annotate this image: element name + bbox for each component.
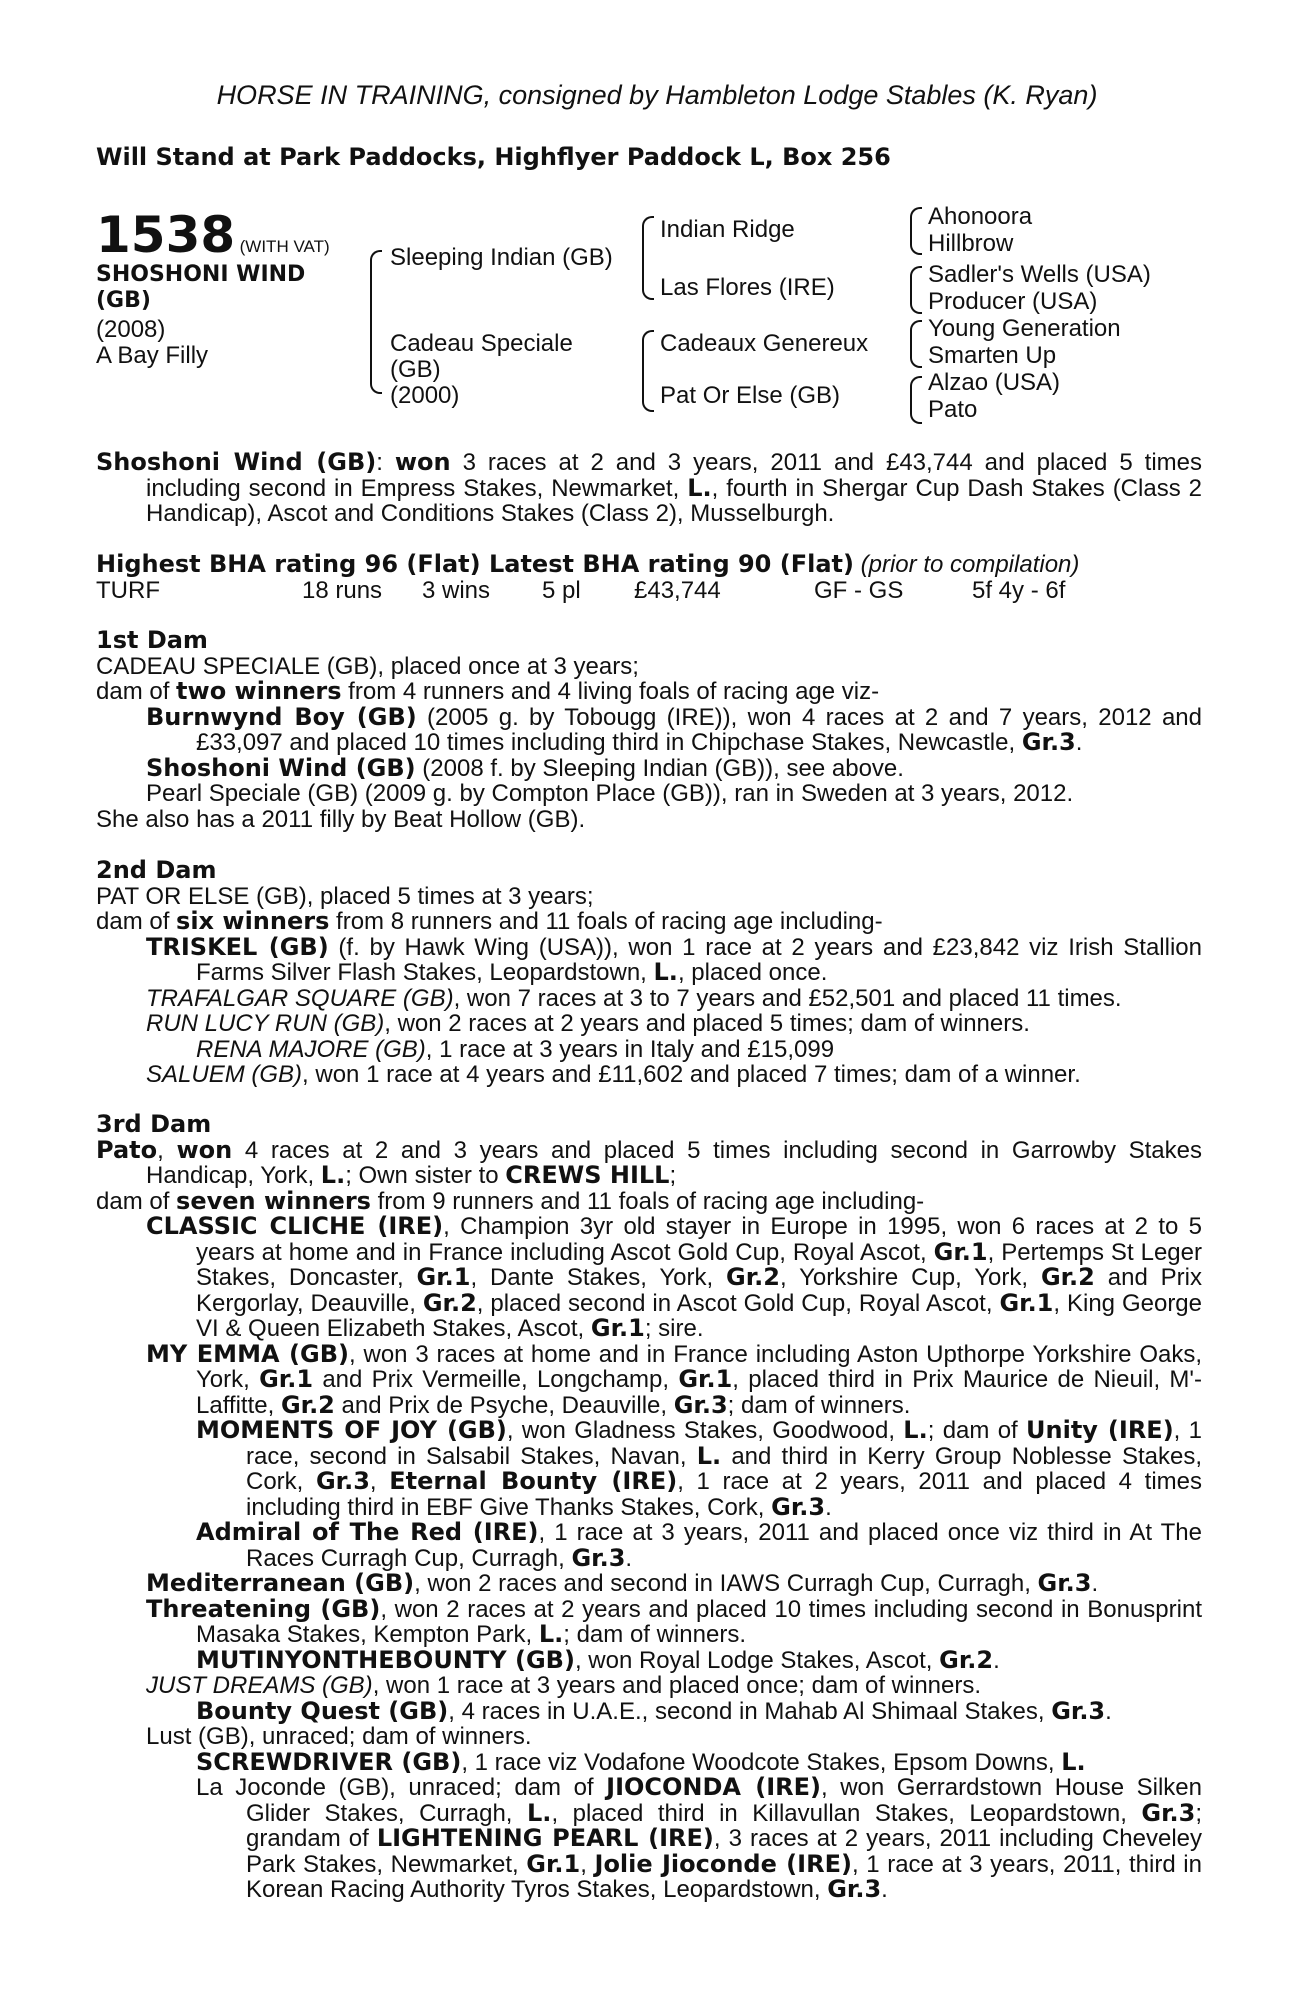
pedigree-dam-year: (2000) [390,382,460,409]
third-dam-intro: Pato, won 4 races at 2 and 3 years and placed 5 times including second in Garrowby Stakes Handicap, York, L.; Own sister to CREWS HILL; [96,1135,1202,1189]
rating-line [96,552,1202,578]
vat-note: (WITH VAT) [239,237,330,256]
summary-block [96,450,1202,527]
third-dam-entry: La Joconde (GB), unraced; dam of JIOCONDA (IRE), won Gerrardstown House Silken Glider Stakes, Curragh, L., placed third in Killavullan Stakes, Leopardstown, Gr.3; grandam of LIGHTENING PEARL (IRE), 3 races at 2 years, 2011 including Cheveley Park Stakes, Newmarket, Gr.1, Jolie Jioconde (IRE), 1 race at 3 years, 2011, third in Korean Racing Authority Tyros Stakes, Leopardstown, Gr.3. [196,1773,1203,1903]
third-dam-heading: 3rd Dam [96,1110,212,1138]
rating-stats-row [96,578,1202,604]
pedigree-dd-sire: Alzao (USA) [928,369,1061,396]
second-dam-entry: SALUEM (GB), won 1 race at 4 years and £11,602 and placed 7 times; dam of a winner. [146,1061,1081,1088]
third-dam-entry: Bounty Quest (GB), 4 races in U.A.E., second in Mahab Al Shimaal Stakes, Gr.3. [196,1696,1112,1725]
pedigree-brace-sire [642,216,654,300]
pedigree-brace-dam [642,330,654,412]
pedigree-dam: Cadeau Speciale [390,330,573,357]
first-dam-entry: Burnwynd Boy (GB) (2005 g. by Tobougg (IRE)), won 4 races at 2 and 7 years, 2012 and £33,097 and placed 10 times including third in Chipchase Stakes, Newcastle, Gr.3. [146,702,1202,756]
second-dam-section [96,858,1202,1088]
summary-horse-name: Shoshoni Wind (GB) [96,448,377,476]
second-dam-entry: TRAFALGAR SQUARE (GB), won 7 races at 3 to 7 years and £52,501 and placed 11 times. [146,984,1122,1012]
third-dam-entry: Lust (GB), unraced; dam of winners. [146,1723,532,1750]
second-dam-entry: RENA MAJORE (GB), 1 race at 3 years in Italy and £15,099 [196,1035,835,1063]
pedigree-sd-sire: Sadler's Wells (USA) [928,261,1151,288]
rating-note: (prior to compilation) [860,551,1080,578]
lot-number-line [96,206,330,264]
rating-block [96,552,1202,604]
pedigree-sire-dam: Las Flores (IRE) [660,274,835,301]
second-dam-line2: dam of six winners from 8 runners and 11 foals of racing age including- [96,907,883,935]
horse-description: A Bay Filly [96,342,209,369]
third-dam-entry: Threatening (GB), won 2 races at 2 years and placed 10 times including second in Bonusprint Masaka Stakes, Kempton Park, L.; dam of winners. [146,1594,1202,1648]
pedigree-brace-ss [910,207,922,255]
first-dam-last: She also has a 2011 filly by Beat Hollow (GB). [96,805,586,833]
third-dam-entry: Admiral of The Red (IRE), 1 race at 3 years, 2011 and placed once viz third in At The Races Curragh Cup, Curragh, Gr.3. [196,1518,1202,1572]
pedigree-brace-dd [910,376,922,424]
pedigree-dam-dam: Pat Or Else (GB) [660,382,841,409]
second-dam-heading: 2nd Dam [96,856,217,884]
pedigree-sire-sire: Indian Ridge [660,216,795,243]
pedigree-dam-sire: Cadeaux Genereux [660,330,869,357]
pedigree-brace-ds [910,320,922,368]
pedigree-ds-dam: Smarten Up [928,342,1057,369]
third-dam-entry: MUTINYONTHEBOUNTY (GB), won Royal Lodge Stakes, Ascot, Gr.2. [196,1645,1000,1674]
third-dam-produce-line: dam of seven winners from 9 runners and 11 foals of racing age including- [96,1186,925,1215]
rating-wins: 3 wins [422,576,491,604]
horse-name: SHOSHONI WIND [96,262,306,287]
pedigree-ds-sire: Young Generation [928,315,1121,342]
rating-runs: 18 runs [302,576,383,604]
third-dam-entry: MOMENTS OF JOY (GB), won Gladness Stakes, Goodwood, L.; dam of Unity (IRE), 1 race, second in Salsabil Stakes, Navan, L. and third in Kerry Group Noblesse Stakes, Cork, Gr.3, Eternal Bounty (IRE), 1 race at 2 years, 2011 and placed 4 times including third in EBF Give Thanks Stakes, Cork, Gr.3. [196,1416,1203,1521]
first-dam-line2: dam of two winners from 4 runners and 4 living foals of racing age viz- [96,677,880,705]
pedigree-brace-sd [910,266,922,314]
first-dam-entry: Pearl Speciale (GB) (2009 g. by Compton Place (GB)), ran in Sweden at 3 years, 2012. [146,780,1074,807]
horse-origin: (GB) [96,288,151,313]
third-dam-entry: MY EMMA (GB), won 3 races at home and in France including Aston Upthorpe Yorkshire Oaks, York, Gr.1 and Prix Vermeille, Longchamp, Gr.1, placed third in Prix Maurice de Nieuil, M'-Laffitte, Gr.2 and Prix de Psyche, Deauville, Gr.3; dam of winners. [146,1339,1203,1419]
third-dam-entry: JUST DREAMS (GB), won 1 race at 3 years and placed once; dam of winners. [146,1672,982,1699]
stand-location: Will Stand at Park Paddocks, Highflyer Paddock L, Box 256 [96,143,891,171]
first-dam-line1: CADEAU SPECIALE (GB), placed once at 3 years; [96,652,639,680]
rating-label: Highest BHA rating 96 (Flat) Latest BHA rating 90 (Flat) [96,550,854,578]
page-title: HORSE IN TRAINING, consigned by Hambleton Lodge Stables (K. Ryan) [216,80,1098,110]
rating-going: GF - GS [814,576,904,604]
summary-paragraph: Shoshoni Wind (GB): won 3 races at 2 and 3 years, 2011 and £43,744 and placed 5 times including second in Empress Stakes, Newmarket, L., fourth in Shergar Cup Dash Stakes (Class 2 Handicap), Ascot and Conditions Stakes (Class 2), Musselburgh. [96,448,1203,527]
pedigree-sd-dam: Producer (USA) [928,288,1098,315]
rating-distance: 5f 4y - 6f [972,576,1066,604]
rating-surface: TURF [96,576,160,604]
pedigree-dd-dam: Pato [928,396,978,423]
third-dam-section [96,1112,1202,1903]
lot-number: 1538 [96,206,236,264]
rating-placed: 5 pl [542,576,581,604]
first-dam-entry: Shoshoni Wind (GB) (2008 f. by Sleeping Indian (GB)), see above. [146,753,904,782]
second-dam-entry: TRISKEL (GB) (f. by Hawk Wing (USA)), won 1 race at 2 years and £23,842 viz Irish Stallion Farms Silver Flash Stakes, Leopardstown, L., placed once. [146,932,1203,986]
third-dam-entry: CLASSIC CLICHE (IRE), Champion 3yr old stayer in Europe in 1995, won 6 races at 2 to 5 years at home and in France including Ascot Gold Cup, Royal Ascot, Gr.1, Pertemps St Leger Stakes, Doncaster, Gr.1, Dante Stakes, York, Gr.2, Yorkshire Cup, York, Gr.2 and Prix Kergorlay, Deauville, Gr.2, placed second in Ascot Gold Cup, Royal Ascot, Gr.1, King George VI & Queen Elizabeth Stakes, Ascot, Gr.1; sire. [146,1212,1203,1342]
pedigree-dam-origin: (GB) [390,356,441,383]
pedigree-brace-main [370,250,382,394]
rating-earnings: £43,744 [634,576,721,604]
pedigree-ss-sire: Ahonoora [928,203,1033,230]
pedigree-ss-dam: Hillbrow [928,230,1014,257]
third-dam-entry: SCREWDRIVER (GB), 1 race viz Vodafone Woodcote Stakes, Epsom Downs, L. [196,1747,1086,1776]
pedigree-sire: Sleeping Indian (GB) [390,244,613,271]
foaling-year: (2008) [96,316,166,343]
first-dam-section [96,628,1202,832]
second-dam-entry: RUN LUCY RUN (GB), won 2 races at 2 years and placed 5 times; dam of winners. [146,1010,1030,1037]
first-dam-heading: 1st Dam [96,626,208,654]
second-dam-line1: PAT OR ELSE (GB), placed 5 times at 3 years; [96,882,594,910]
third-dam-entry: Mediterranean (GB), won 2 races and second in IAWS Curragh Cup, Curragh, Gr.3. [146,1569,1099,1597]
